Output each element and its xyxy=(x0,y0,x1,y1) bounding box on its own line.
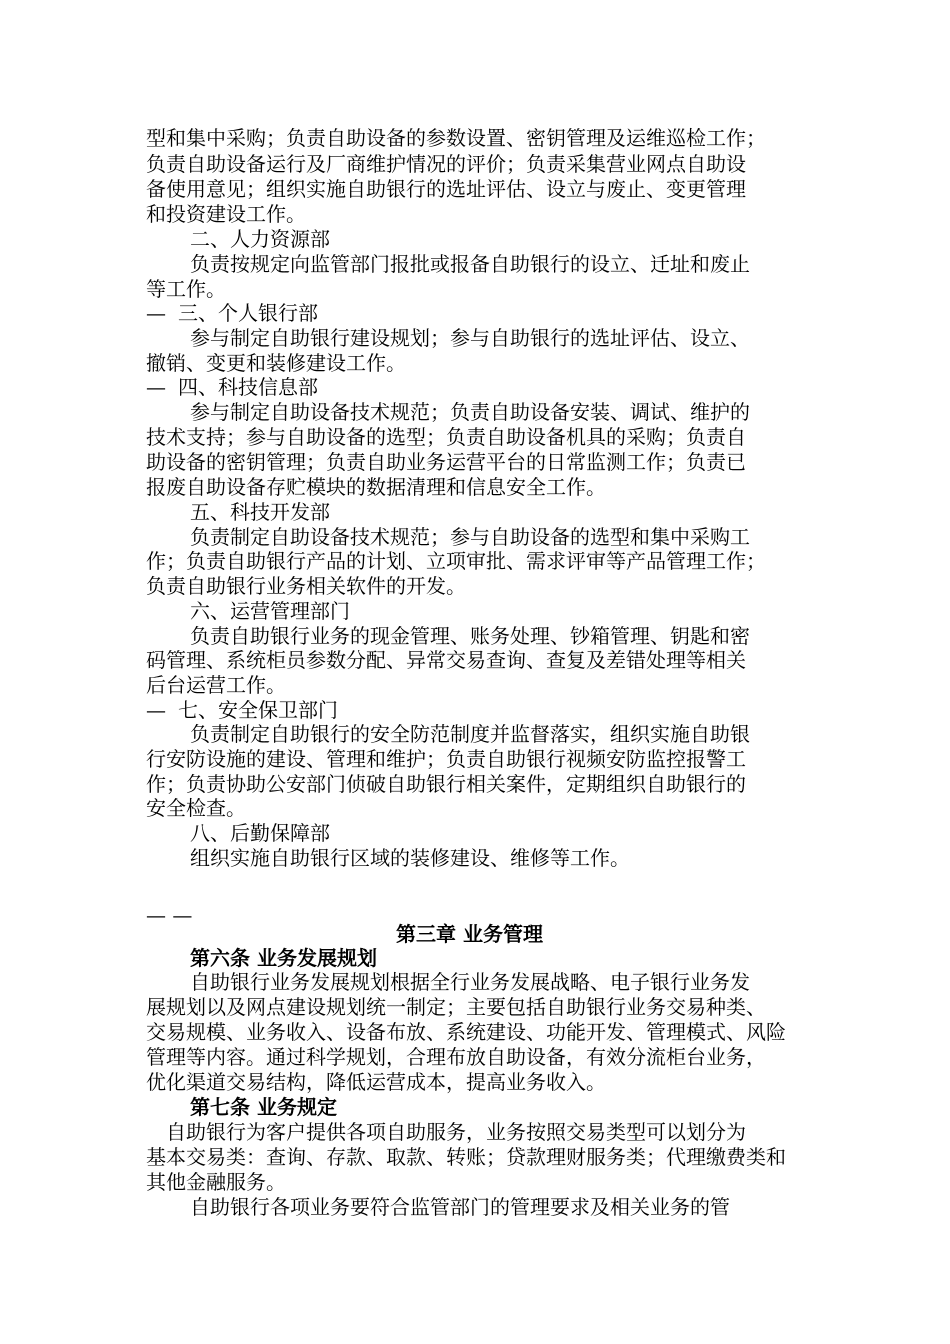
text-line: 优化渠道交易结构，降低运营成本，提高业务收入。 xyxy=(146,1070,606,1094)
article-heading: 第六条 业务发展规划 xyxy=(190,946,377,970)
text-line: 自助银行各项业务要符合监管部门的管理要求及相关业务的管 xyxy=(190,1195,730,1219)
text-line: 负责自助银行业务的现金管理、账务处理、钞箱管理、钥匙和密 xyxy=(190,624,750,648)
text-line: 展规划以及网点建设规划统一制定；主要包括自助银行业务交易种类、 xyxy=(146,995,766,1019)
text-line: 撤销、变更和装修建设工作。 xyxy=(146,351,406,375)
section-heading: 八、后勤保障部 xyxy=(190,821,330,845)
section-heading: 七、安全保卫部门 xyxy=(178,698,338,722)
article-heading: 第七条 业务规定 xyxy=(190,1095,337,1119)
text-line: 负责按规定向监管部门报批或报备自助银行的设立、迁址和废止 xyxy=(190,252,750,276)
text-line: 负责自助设备运行及厂商维护情况的评价；负责采集营业网点自助设 xyxy=(146,152,746,176)
text-line: 参与制定自助银行建设规划；参与自助银行的选址评估、设立、 xyxy=(190,326,750,350)
section-heading: 二、人力资源部 xyxy=(190,227,330,251)
text-line: 其他金融服务。 xyxy=(146,1170,286,1194)
text-line: 和投资建设工作。 xyxy=(146,202,306,226)
text-line: 后台运营工作。 xyxy=(146,673,286,697)
text-line: 作；负责协助公安部门侦破自助银行相关案件，定期组织自助银行的 xyxy=(146,772,746,796)
text-line: 负责制定自助设备技术规范；参与自助设备的选型和集中采购工 xyxy=(190,525,750,549)
dash-mark: — xyxy=(146,375,166,399)
text-line: 负责自助银行业务相关软件的开发。 xyxy=(146,574,466,598)
text-line: 组织实施自助银行区域的装修建设、维修等工作。 xyxy=(190,846,630,870)
text-line: 自助银行业务发展规划根据全行业务发展战略、电子银行业务发 xyxy=(190,970,750,994)
section-heading: 六、运营管理部门 xyxy=(190,599,350,623)
dash-mark: — xyxy=(146,301,166,325)
text-line: 安全检查。 xyxy=(146,796,246,820)
text-line: 负责制定自助银行的安全防范制度并监督落实，组织实施自助银 xyxy=(190,722,750,746)
text-line: 报废自助设备存贮模块的数据清理和信息安全工作。 xyxy=(146,475,606,499)
section-heading: 三、个人银行部 xyxy=(178,301,318,325)
text-line: 型和集中采购；负责自助设备的参数设置、密钥管理及运维巡检工作； xyxy=(146,126,766,150)
text-line: 助设备的密钥管理；负责自助业务运营平台的日常监测工作；负责已 xyxy=(146,450,746,474)
chapter-title: 第三章 业务管理 xyxy=(396,922,543,946)
text-line: 技术支持；参与自助设备的选型；负责自助设备机具的采购；负责自 xyxy=(146,425,746,449)
dash-mark: — xyxy=(146,698,166,722)
text-line: 管理等内容。通过科学规划，合理布放自助设备，有效分流柜台业务， xyxy=(146,1045,766,1069)
text-line: 交易规模、业务收入、设备布放、系统建设、功能开发、管理模式、风险 xyxy=(146,1020,786,1044)
text-line: 参与制定自助设备技术规范；负责自助设备安装、调试、维护的 xyxy=(190,400,750,424)
section-heading: 四、科技信息部 xyxy=(178,375,318,399)
text-line: 作；负责自助银行产品的计划、立项审批、需求评审等产品管理工作； xyxy=(146,549,766,573)
text-line: 码管理、系统柜员参数分配、异常交易查询、查复及差错处理等相关 xyxy=(146,648,746,672)
double-dash-mark: — — xyxy=(146,903,193,927)
section-heading: 五、科技开发部 xyxy=(190,500,330,524)
text-line: 行安防设施的建设、管理和维护；负责自助银行视频安防监控报警工 xyxy=(146,747,746,771)
text-line: 自助银行为客户提供各项自助服务，业务按照交易类型可以划分为 xyxy=(166,1120,746,1144)
text-line: 等工作。 xyxy=(146,277,226,301)
text-line: 备使用意见；组织实施自助银行的选址评估、设立与废止、变更管理 xyxy=(146,177,746,201)
text-line: 基本交易类：查询、存款、取款、转账；贷款理财服务类；代理缴费类和 xyxy=(146,1145,786,1169)
